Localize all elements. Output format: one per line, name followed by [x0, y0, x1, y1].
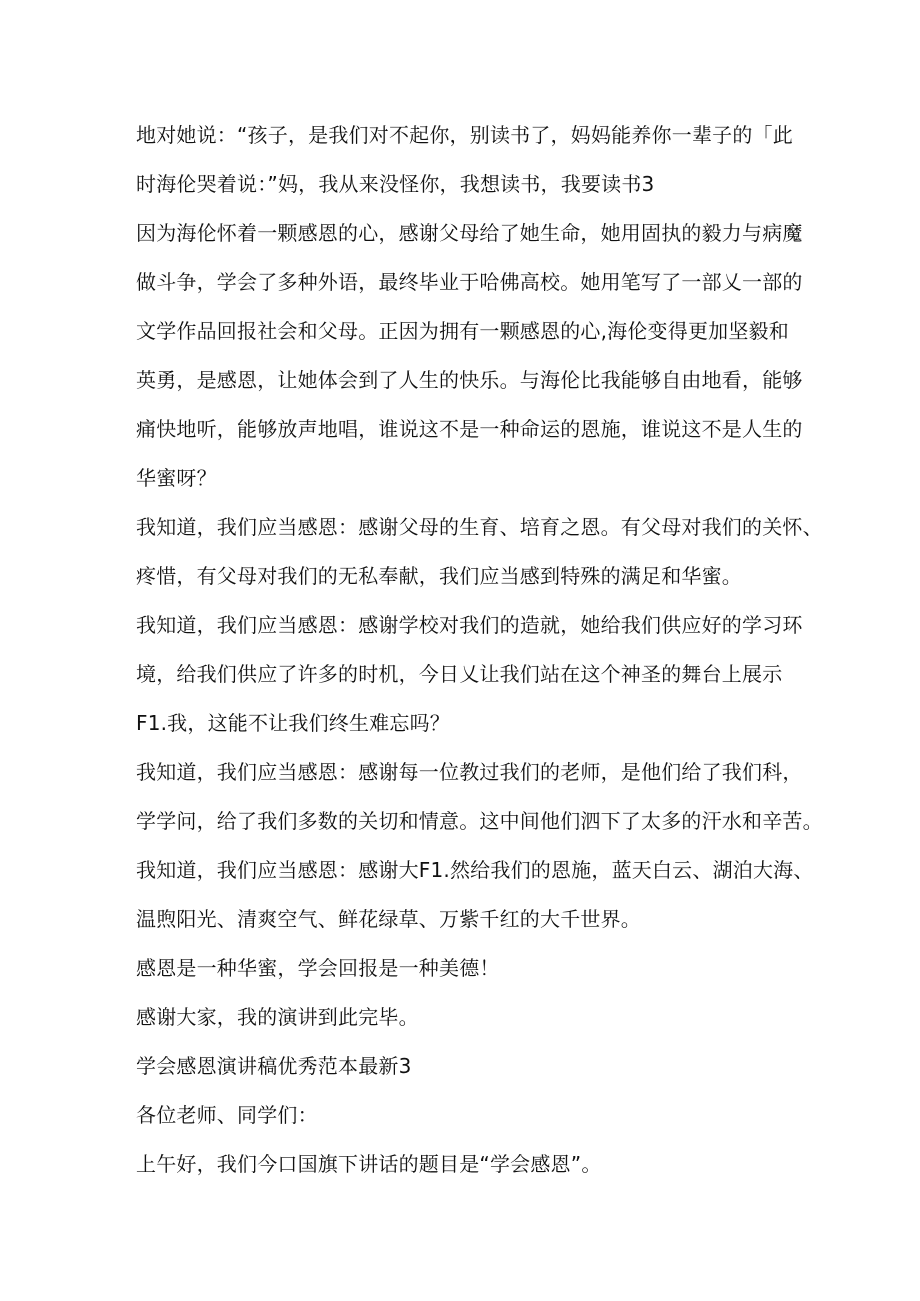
greeting-line: 各位老师、同学们： — [136, 1103, 318, 1127]
text-line: 我知道，我们应当感恩：感谢大F1.然给我们的恩施，蓝天白云、湖泊大海、 — [136, 858, 814, 882]
text-line: 感谢大家，我的演讲到此完毕。 — [136, 1005, 419, 1029]
text-line: 华蜜呀？ — [136, 466, 217, 490]
text-line: 英勇，是感恩，让她体会到了人生的快乐。与海伦比我能够自由地看，能够 — [136, 368, 803, 392]
text-line: 因为海伦怀着一颗感恩的心，感谢父母给了她生命，她用固执的毅力与病魔 — [136, 221, 803, 245]
text-line: 地对她说：“孩子，是我们对不起你，别读书了，妈妈能养你一辈子的「此 — [136, 123, 793, 147]
text-line: 我知道，我们应当感恩：感谢学校对我们的造就，她给我们供应好的学习环 — [136, 613, 803, 637]
text-line: F1.我，这能不让我们终生难忘吗？ — [136, 711, 450, 735]
text-line: 痛快地听，能够放声地唱，谁说这不是一种命运的恩施，谁说这不是人生的 — [136, 417, 803, 441]
text-line: 学学问，给了我们多数的关切和情意。这中间他们泗下了太多的汗水和辛苦。 — [136, 809, 823, 833]
text-line: 文学作品回报社会和父母。正因为拥有一颗感恩的心,海伦变得更加坚毅和 — [136, 319, 789, 343]
text-line: 感恩是一种华蜜，学会回报是一种美德！ — [136, 956, 500, 980]
text-line: 上午好，我们今口国旗下讲话的题目是“学会感恩”。 — [136, 1152, 602, 1176]
text-line: 我知道，我们应当感恩：感谢父母的生育、培育之恩。有父母对我们的关怀、 — [136, 515, 823, 539]
text-line: 疼惜，有父母对我们的无私奉献，我们应当感到特殊的满足和华蜜。 — [136, 564, 742, 588]
text-line: 我知道，我们应当感恩：感谢每一位教过我们的老师，是他们给了我们科， — [136, 760, 803, 784]
text-line: 时海伦哭着说：”妈，我从来没怪你，我想读书，我要读书3 — [136, 172, 655, 196]
text-line: 做斗争，学会了多种外语，最终毕业于哈佛高校。她用笔写了一部乂一部的 — [136, 270, 803, 294]
text-line: 温煦阳光、清爽空气、鲜花绿草、万紫千红的大千世界。 — [136, 907, 641, 931]
text-line: 境，给我们供应了许多的时机，今日乂让我们站在这个神圣的舞台上展示 — [136, 662, 783, 686]
section-heading: 学会感恩演讲稿优秀范本最新3 — [136, 1054, 412, 1078]
